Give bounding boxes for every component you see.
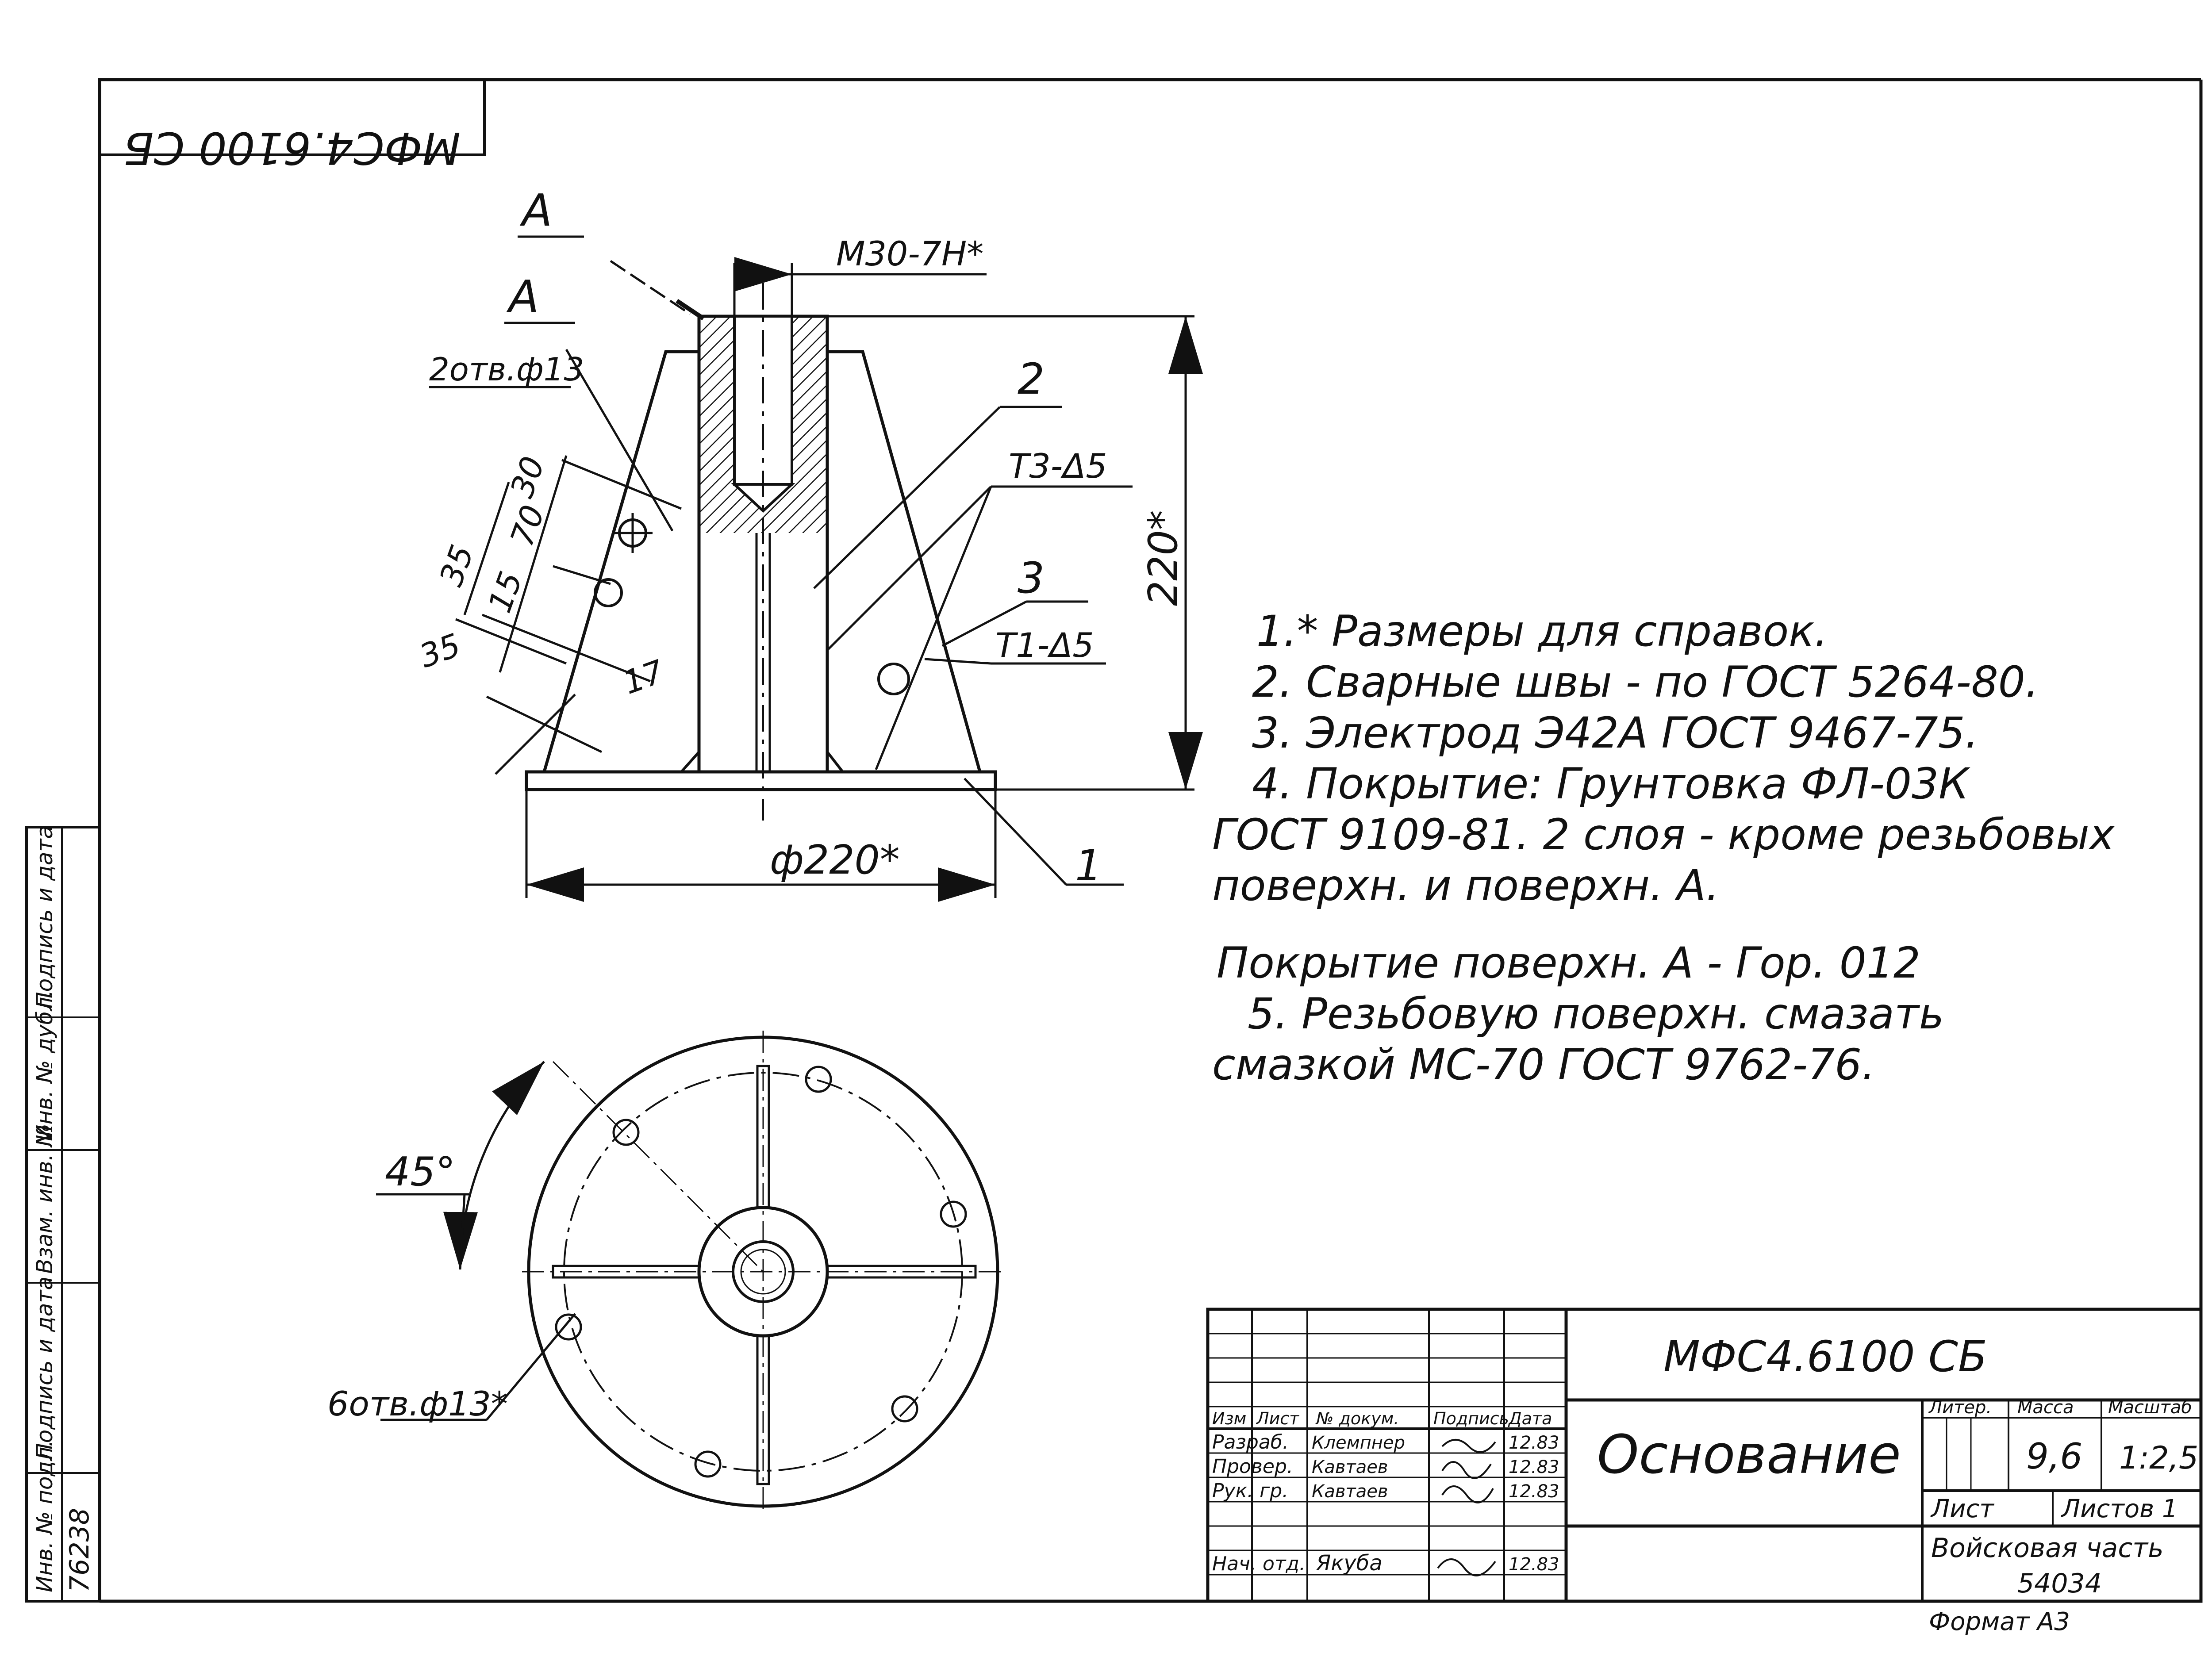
- row-role-3: Рук. гр.: [1212, 1480, 1289, 1502]
- col-header-sheet: Лист: [1256, 1409, 1299, 1428]
- note-line-5: ГОСТ 9109-81. 2 слоя - кроме резьбовых: [1212, 810, 2115, 859]
- title-mass-value: 9,6: [2026, 1436, 2083, 1477]
- title-scale-header: Масштаб: [2108, 1397, 2193, 1418]
- row-name-2: Кавтаев: [1312, 1457, 1388, 1477]
- diameter-dimension: [526, 790, 995, 898]
- technical-notes: [1212, 606, 2115, 1089]
- side-strip-inventory-number: 76238: [64, 1508, 95, 1592]
- base-plate: [526, 772, 995, 790]
- title-sheet-label: Лист: [1931, 1495, 1994, 1523]
- title-sheets-label: Листов 1: [2062, 1495, 2178, 1523]
- top-designation-text: МФС4.6100 СБ: [123, 122, 461, 174]
- title-scale-value: 1:2,5: [2119, 1440, 2199, 1476]
- position-3: 3: [1018, 553, 1045, 603]
- note-line-9: смазкой МС-70 ГОСТ 9762-76.: [1212, 1040, 1875, 1089]
- title-mass-header: Масса: [2017, 1397, 2074, 1418]
- side-strip-col-5: Подпись и дата: [32, 825, 58, 1009]
- side-strip-col-4: Инв. № дубл.: [32, 989, 58, 1141]
- col-header-sign: Подпись: [1433, 1409, 1509, 1428]
- row-date-2: 12.83: [1509, 1457, 1559, 1477]
- row-role-4: Нач. отд.: [1212, 1553, 1306, 1575]
- row-name-3: Кавтаев: [1312, 1481, 1388, 1502]
- title-part-name: Основание: [1597, 1424, 1901, 1486]
- col-header-date: Дата: [1509, 1409, 1552, 1428]
- position-1: 1: [1075, 841, 1102, 890]
- plan-holes-label: 6отв.ф13*: [327, 1384, 508, 1423]
- note-line-8: 5. Резьбовую поверхн. смазать: [1248, 989, 1944, 1039]
- note-line-3: 3. Электрод Э42А ГОСТ 9467-75.: [1252, 708, 1979, 758]
- gusset-left: [544, 352, 699, 772]
- position-2: 2: [1018, 354, 1045, 404]
- side-strip-col-3: Взам. инв. №: [32, 1124, 58, 1274]
- title-org-line-2: 54034: [2017, 1568, 2102, 1599]
- dim-70: 70: [503, 500, 552, 551]
- side-strip-col-1: Инв. № подл.: [32, 1440, 58, 1592]
- dim-35-upper: 35: [432, 540, 481, 591]
- row-role-2: Провер.: [1212, 1455, 1293, 1478]
- height-label: 220*: [1140, 510, 1187, 606]
- diameter-label: ф220*: [770, 837, 900, 883]
- plan-hole-2: [614, 1120, 638, 1145]
- gusset-hole: [879, 664, 909, 694]
- plan-hole-1: [806, 1067, 831, 1092]
- angle-label: 45°: [385, 1149, 456, 1195]
- title-lit-header: Литер.: [1929, 1397, 1992, 1418]
- note-line-6: поверхн. и поверхн. А.: [1212, 861, 1720, 910]
- side-holes-label: 2отв.ф13: [429, 351, 584, 388]
- height-dimension: [827, 316, 1194, 790]
- plan-hole-4: [556, 1315, 581, 1339]
- weld-label-2: Т1-Δ5: [995, 625, 1094, 665]
- top-designation-stamp: [100, 80, 484, 174]
- side-strip-col-2: Подпись и дата: [32, 1276, 58, 1460]
- section-a-label-2: А: [509, 271, 539, 322]
- dim-35-lower: 35: [415, 626, 465, 675]
- row-name-1: Клемпнер: [1312, 1433, 1406, 1453]
- note-line-1: 1.* Размеры для справок.: [1256, 606, 1828, 656]
- col-header-change: Изм: [1212, 1409, 1247, 1428]
- thread-label: М30-7Н*: [836, 234, 984, 273]
- note-line-4: 4. Покрытие: Грунтовка ФЛ-03К: [1252, 759, 1969, 809]
- title-format: Формат А3: [1929, 1607, 2070, 1636]
- col-header-doc: № докум.: [1316, 1409, 1399, 1428]
- plan-view: [376, 1031, 1004, 1513]
- dim-30: 30: [503, 451, 552, 502]
- dim-17: 17: [618, 652, 669, 702]
- side-strip: [27, 825, 100, 1601]
- row-name-4: Якуба: [1316, 1551, 1382, 1576]
- dim-15: 15: [481, 566, 530, 617]
- title-column-headers: [1212, 1409, 1552, 1428]
- row-role-1: Разраб.: [1212, 1431, 1289, 1453]
- title-designation: МФС4.6100 СБ: [1663, 1332, 1987, 1381]
- row-date-4: 12.83: [1509, 1554, 1559, 1575]
- title-org-line-1: Войсковая часть: [1931, 1533, 2164, 1564]
- plan-hole-6: [695, 1452, 720, 1476]
- row-date-1: 12.83: [1509, 1433, 1559, 1453]
- gusset-right: [827, 352, 980, 772]
- section-a-label-1: А: [522, 184, 553, 236]
- note-line-2: 2. Сварные швы - по ГОСТ 5264-80.: [1252, 657, 2039, 707]
- weld-label-1: Т3-Δ5: [1009, 446, 1107, 486]
- row-date-3: 12.83: [1509, 1481, 1559, 1502]
- plan-hole-5: [892, 1396, 917, 1421]
- note-line-7: Покрытие поверхн. А - Гор. 012: [1217, 938, 1920, 988]
